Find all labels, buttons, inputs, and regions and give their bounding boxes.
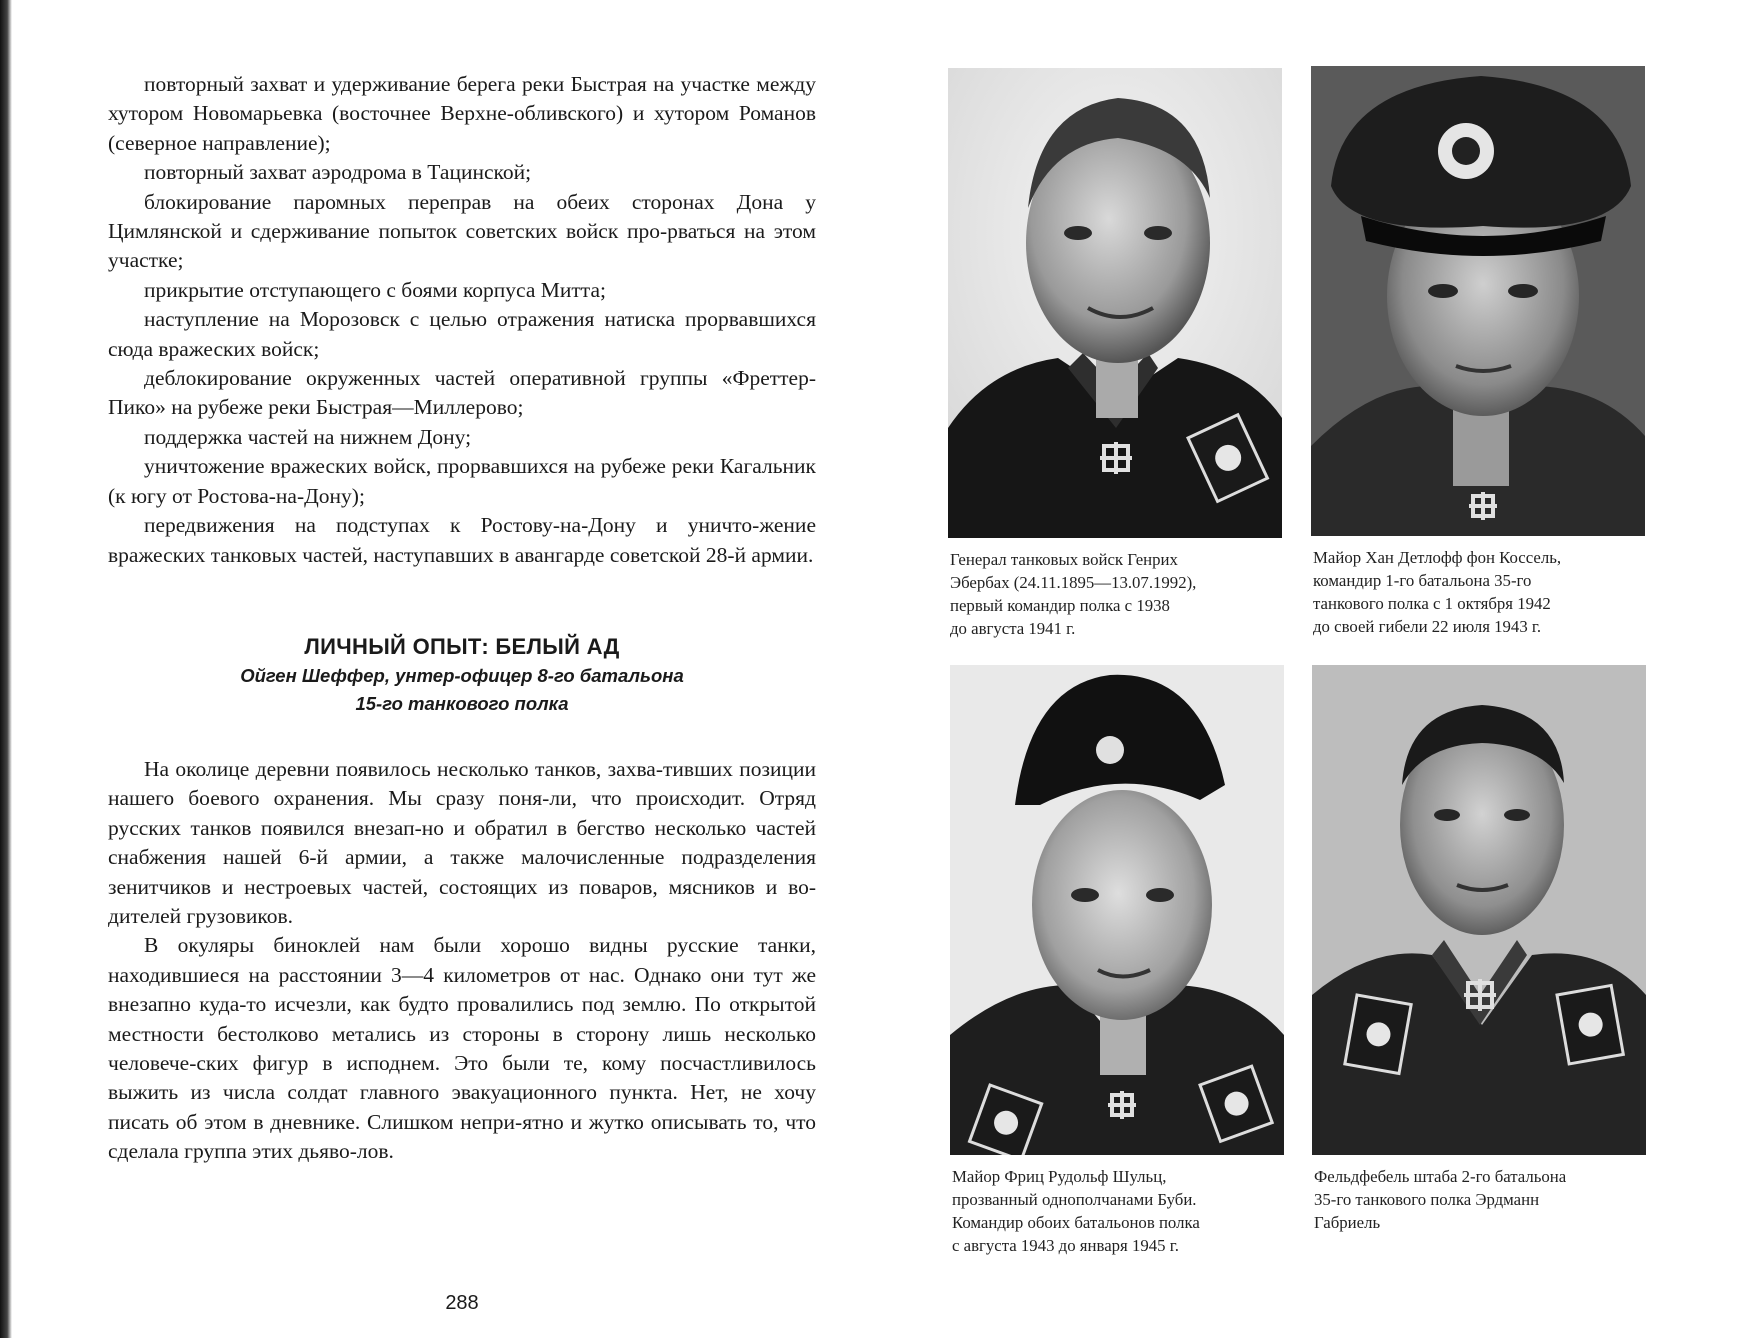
photo-card-schulz (950, 665, 1290, 1257)
caption-line: Генерал танковых войск Генрих (950, 550, 1178, 569)
caption-line: Майор Хан Детлофф фон Коссель, (1313, 548, 1562, 567)
list-paragraph: повторный захват аэродрома в Тацинской; (144, 160, 532, 185)
caption-line: Фельдфебель штаба 2-го батальона (1314, 1167, 1567, 1186)
list-paragraph: наступление на Морозовск с целью отражения натиска прорвавшихся сюда вражеских войск; (108, 307, 816, 361)
caption-line: Эбербах (24.11.1895—13.07.1992), (950, 573, 1197, 592)
list-text-block (108, 70, 816, 570)
photo-caption (1312, 1165, 1652, 1234)
caption-line: Габриель (1314, 1213, 1381, 1232)
portrait-photo-gabriel (1312, 665, 1646, 1155)
right-page (930, 60, 1650, 1290)
list-paragraph: поддержка частей на нижнем Дону; (144, 424, 472, 449)
caption-line: с августа 1943 до января 1945 г. (952, 1236, 1179, 1255)
story-paragraph: На околице деревни появилось несколько танков, захва-тивших позиции нашего боевого охранения. Мы сразу поня-ли, что происходит. Отряд русских танков появился внезап-но и обратил в бегство несколько частей снабжения нашей 6-й армии, а также малочисленные подразделения зенитчиков и нестроевых частей, состоящих из поваров, мясников и во-дителей грузовиков. (108, 756, 816, 928)
photo-card-gabriel (1312, 665, 1652, 1234)
caption-line: первый командир полка с 1938 (950, 596, 1170, 615)
list-paragraph: блокирование паромных переправ на обеих сторонах Дона у Цимлянской и сдерживание попыток советских войск про-рваться на этом участке; (108, 189, 816, 273)
portrait-photo-kossel (1311, 66, 1645, 536)
photo-card-kossel (1311, 66, 1651, 638)
story-paragraph: В окуляры биноклей нам были хорошо видны русские танки, находившиеся на расстоянии 3—4 километров от нас. Однако они тут же внезапно куда-то исчезли, как будто провалились под землю. По открытой местности бестолково метались из стороны в сторону лишь несколько человече-ских фигур в исподнем. Это были те, кому посчастливилось выжить из числа солдат главного эвакуационного пункта. Нет, не хочу писать об этом в дневнике. Слишком непри-ятно и жутко описывать то, что сделала группа этих дьяво-лов. (108, 933, 816, 1164)
list-paragraph: прикрытие отступающего с боями корпуса Митта; (144, 277, 606, 302)
caption-line: 35-го танкового полка Эрдманн (1314, 1190, 1540, 1209)
section-subheading-line-1: Ойген Шеффер, унтер-офицер 8-го батальона (240, 664, 684, 686)
list-paragraph: уничтожение вражеских войск, прорвавшихся на рубеже реки Кагальник (к югу от Ростова-на-Дону); (108, 454, 816, 508)
caption-line: танкового полка с 1 октября 1942 (1313, 594, 1551, 613)
photo-caption (948, 548, 1288, 640)
list-paragraph: передвижения на подступах к Ростову-на-Дону и уничто-жение вражеских танковых частей, наступавших в авангарде советской 28-й армии. (108, 513, 816, 567)
story-text-block (108, 755, 816, 1167)
section-heading: ЛИЧНЫЙ ОПЫТ: БЕЛЫЙ АД (304, 633, 620, 659)
left-page (108, 70, 816, 1314)
section-subheading-line-2: 15-го танкового полка (355, 693, 569, 715)
caption-line: Майор Фриц Рудольф Шульц, (952, 1167, 1167, 1186)
page-number: 288 (445, 1292, 479, 1314)
portrait-photo-eberbach (948, 68, 1282, 538)
caption-line: до своей гибели 22 июля 1943 г. (1313, 617, 1542, 636)
caption-line: прозванный однополчанами Буби. (952, 1190, 1197, 1209)
caption-line: командир 1-го батальона 35-го (1313, 571, 1532, 590)
caption-line: до августа 1941 г. (950, 619, 1076, 638)
list-paragraph: деблокирование окруженных частей оперативной группы «Фреттер-Пико» на рубеже реки Быстрая—Миллерово; (108, 366, 816, 420)
list-paragraph: повторный захват и удерживание берега реки Быстрая на участке между хутором Новомарьевка (восточнее Верхне-обливского) и хутором Романов (северное направление); (108, 72, 816, 155)
caption-line: Командир обоих батальонов полка (952, 1213, 1200, 1232)
photo-card-eberbach (948, 68, 1288, 640)
photo-caption (950, 1165, 1290, 1257)
book-spine-shadow (0, 0, 12, 1338)
photo-caption (1311, 546, 1651, 638)
portrait-photo-schulz (950, 665, 1284, 1155)
